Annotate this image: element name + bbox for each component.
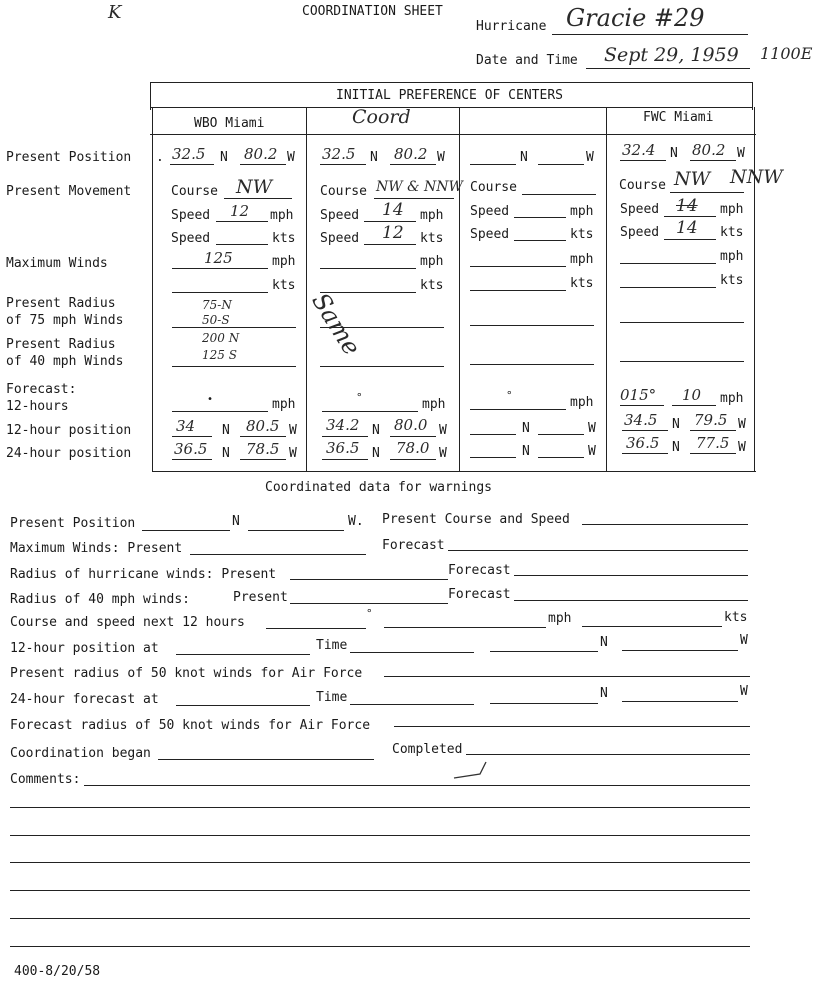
coord-speed-kts: 12: [382, 223, 404, 243]
fwc-maxwinds-kts: kts: [720, 273, 744, 288]
col-header-coord: Coord: [352, 106, 411, 128]
w-radius40-forecast-field[interactable]: [514, 600, 748, 601]
c3-maxwinds-kts-line: [470, 290, 566, 291]
fwc-course: NW: [674, 168, 711, 190]
coord-lon: 80.2: [394, 145, 428, 163]
col-divider-3: [606, 107, 607, 472]
c3-mph: mph: [570, 204, 594, 219]
wbo-mph: mph: [270, 208, 294, 223]
w-comments-line-4[interactable]: [10, 862, 750, 863]
c3-maxwinds-kts: kts: [570, 276, 594, 291]
c3-fc-line: [470, 409, 566, 410]
w-comments-line-2[interactable]: [10, 807, 750, 808]
w-pos12-time-label: Time: [316, 638, 348, 653]
wbo-n: N: [220, 150, 228, 165]
coord-speed-line: [364, 221, 416, 222]
w-max-winds-forecast-field[interactable]: [448, 550, 748, 551]
c3-speed-line: [514, 217, 566, 218]
wbo-pos24-n: N: [222, 446, 230, 461]
fwc-speed-kts-line: [664, 239, 716, 240]
fwc-radius40-line: [620, 361, 744, 362]
coord-radius75-line: [320, 327, 444, 328]
w-fc24-time-field[interactable]: [350, 704, 474, 705]
c3-maxwinds-line: [470, 266, 566, 267]
wbo-speed-line: [216, 221, 268, 222]
coord-course-label: Course: [320, 184, 367, 199]
col-header-wbo: WBO Miami: [194, 116, 265, 131]
coord-fc-deg: °: [356, 391, 363, 404]
hurricane-line: [552, 34, 748, 35]
w-present-n: N: [232, 514, 240, 529]
w-radius50-af-label: Present radius of 50 knot winds for Air Force: [10, 666, 363, 681]
pen-stroke-mark: [450, 756, 490, 782]
w-pos12-w: W: [740, 633, 748, 648]
col-header-fwc: FWC Miami: [643, 110, 714, 125]
c3-pos12-lat-line: [470, 434, 516, 435]
wbo-radius40-a: 200 N: [202, 331, 240, 345]
warnings-title: Coordinated data for warnings: [265, 480, 492, 495]
fwc-maxwinds-line: [620, 263, 716, 264]
wbo-speed-kts-label: Speed: [171, 231, 211, 246]
fwc-pos12-lat-line: [622, 430, 668, 431]
label-present-movement: Present Movement: [6, 184, 132, 199]
fwc-course-extra: NNW: [730, 166, 783, 188]
w-course-speed-12-label: Course and speed next 12 hours: [10, 615, 245, 630]
coord-pos24-w: W: [439, 446, 447, 461]
wbo-pos12-lon: 80.5: [246, 417, 280, 435]
wbo-maxwinds: 125: [204, 249, 233, 267]
coord-pos24-lat: 36.5: [326, 439, 360, 457]
c3-speed-kts-line: [514, 240, 566, 241]
wbo-pos12-lat-line: [172, 436, 212, 437]
fwc-pos12-lon-line: [690, 430, 736, 431]
c3-pos24-n: N: [522, 444, 530, 459]
table-bottom-border: [152, 471, 756, 472]
fwc-speed-label: Speed: [620, 202, 660, 217]
fwc-speed-kts: 14: [676, 218, 698, 238]
w-radius40-present-label: Present: [233, 590, 288, 605]
corner-mark: K: [108, 2, 122, 23]
coord-pos24-n: N: [372, 446, 380, 461]
fwc-lat: 32.4: [622, 141, 656, 159]
fwc-pos12-w: W: [738, 417, 746, 432]
w-course-12-field[interactable]: [266, 628, 366, 629]
coord-pos12-lat-line: [322, 436, 368, 437]
fwc-pos12-n: N: [672, 417, 680, 432]
fwc-pos24-w: W: [738, 440, 746, 455]
w-completed-field[interactable]: [466, 754, 750, 755]
fwc-speed-kts-label: Speed: [620, 225, 660, 240]
coord-lat-line: [320, 164, 366, 165]
w-radius40-forecast-label: Forecast: [448, 587, 511, 602]
w-comments-line-6[interactable]: [10, 918, 750, 919]
fwc-speed-line: [664, 216, 716, 217]
table-right-border-top: [752, 82, 753, 110]
w-present-position-label: Present Position: [10, 516, 136, 531]
w-pos12-time-field[interactable]: [350, 652, 474, 653]
w-pos12-n: N: [600, 635, 608, 650]
coord-pos12-lat: 34.2: [326, 416, 360, 434]
wbo-speed-mph: 12: [230, 202, 250, 220]
w-radius40-label: Radius of 40 mph winds:: [10, 592, 191, 607]
coord-speed-kts-label: Speed: [320, 231, 360, 246]
fwc-w: W: [737, 146, 745, 161]
w-radius-hurricane-present-field[interactable]: [290, 579, 448, 580]
wbo-maxwinds-line: [172, 268, 268, 269]
coord-pos12-lon-line: [390, 436, 436, 437]
coord-speed-label: Speed: [320, 208, 360, 223]
w-fc24-at-field[interactable]: [176, 705, 310, 706]
wbo-pos24-lon-line: [240, 459, 286, 460]
date-value: Sept 29, 1959: [604, 44, 739, 66]
wbo-pos12-w: W: [289, 423, 297, 438]
coord-w: W: [437, 150, 445, 165]
w-speed-12-mph: mph: [548, 611, 572, 626]
coord-maxwinds-kts: kts: [420, 278, 444, 293]
fwc-mph: mph: [720, 202, 744, 217]
col-divider-1: [306, 107, 307, 472]
coord-mph: mph: [420, 208, 444, 223]
wbo-lon-line: [240, 164, 286, 165]
w-fc24-w: W: [740, 684, 748, 699]
w-fc24-n: N: [600, 686, 608, 701]
fwc-pos24-lon-line: [690, 453, 736, 454]
datetime-line: [586, 68, 750, 69]
fwc-fc-course: 015°: [620, 386, 657, 404]
w-max-winds-present-field[interactable]: [190, 554, 366, 555]
label-24hr-position: 24-hour position: [6, 446, 132, 461]
w-pos12-lat-field[interactable]: [490, 651, 598, 652]
wbo-course: NW: [236, 176, 273, 198]
fwc-course-label: Course: [619, 178, 666, 193]
c3-w: W: [586, 150, 594, 165]
w-comments-line-5[interactable]: [10, 890, 750, 891]
w-fc24-label: 24-hour forecast at: [10, 692, 159, 707]
form-number: 400-8/20/58: [14, 964, 101, 979]
coord-pos24-lon-line: [390, 459, 436, 460]
w-fc-radius50-af-field[interactable]: [394, 726, 750, 727]
fwc-lon-line: [690, 160, 736, 161]
label-radius75-2: of 75 mph Winds: [6, 313, 124, 328]
c3-speed-kts-label: Speed: [470, 227, 510, 242]
table-top-border: [150, 82, 752, 83]
wbo-pos24-lat-line: [172, 459, 212, 460]
w-comments-label: Comments:: [10, 772, 81, 787]
coord-lat: 32.5: [322, 145, 356, 163]
wbo-radius75-b: 50-S: [202, 313, 230, 327]
wbo-maxwinds-kts-line: [172, 292, 268, 293]
wbo-fc-mph: mph: [272, 397, 296, 412]
table-title: INITIAL PREFERENCE OF CENTERS: [336, 88, 563, 103]
coord-pos24-lat-line: [322, 459, 368, 460]
fwc-course-line: [670, 192, 744, 193]
time-value: 1100E: [760, 44, 813, 63]
fwc-fc-speed-line: [672, 405, 716, 406]
w-present-w: W.: [348, 514, 364, 529]
w-fc24-lat-field[interactable]: [490, 703, 598, 704]
fwc-pos24-n: N: [672, 440, 680, 455]
label-forecast-2: 12-hours: [6, 399, 69, 414]
wbo-lat: 32.5: [172, 145, 206, 163]
fwc-maxwinds-mph: mph: [720, 249, 744, 264]
fwc-pos24-lon: 77.5: [696, 434, 730, 452]
w-comments-line-1[interactable]: [84, 785, 750, 786]
coord-fc-line: [322, 411, 418, 412]
coord-kts: kts: [420, 231, 444, 246]
wbo-pos12-n: N: [222, 423, 230, 438]
wbo-pos24-lon: 78.5: [246, 440, 280, 458]
w-pos12-label: 12-hour position at: [10, 641, 159, 656]
w-max-winds-label: Maximum Winds: Present: [10, 541, 183, 556]
hurricane-name: Gracie #29: [566, 4, 705, 32]
w-speed-12-kts: kts: [724, 610, 748, 625]
c3-pos12-lon-line: [538, 434, 584, 435]
fwc-fc-course-line: [620, 405, 664, 406]
wbo-radius40-b: 125 S: [202, 348, 237, 362]
coord-speed-kts-line: [364, 244, 416, 245]
wbo-fc-line: [172, 411, 268, 412]
wbo-pos12-lon-line: [240, 436, 286, 437]
label-maximum-winds: Maximum Winds: [6, 256, 108, 271]
coord-pos12-w: W: [439, 423, 447, 438]
w-course-12-deg: °: [366, 607, 373, 620]
coord-maxwinds-mph: mph: [420, 254, 444, 269]
c3-pos12-n: N: [522, 421, 530, 436]
wbo-speed-kts-line: [216, 244, 268, 245]
w-comments-line-3[interactable]: [10, 835, 750, 836]
c3-course-label: Course: [470, 180, 517, 195]
wbo-w: W: [287, 150, 295, 165]
w-speed-12-mph-field[interactable]: [384, 627, 546, 628]
fwc-n: N: [670, 146, 678, 161]
coord-n: N: [370, 150, 378, 165]
w-radius-hurricane-forecast-label: Forecast: [448, 563, 511, 578]
w-coord-began-field[interactable]: [158, 759, 374, 760]
wbo-speed-label: Speed: [171, 208, 211, 223]
w-pos12-at-field[interactable]: [176, 654, 310, 655]
fwc-fc-speed: 10: [682, 386, 702, 404]
table-title-divider: [150, 107, 752, 108]
w-max-winds-forecast-label: Forecast: [382, 538, 445, 553]
w-course-speed-label: Present Course and Speed: [382, 512, 570, 527]
w-pos12-lon-field[interactable]: [622, 650, 738, 651]
w-radius40-present-field[interactable]: [290, 603, 448, 604]
w-fc24-time-label: Time: [316, 690, 348, 705]
label-radius40-2: of 40 mph Winds: [6, 354, 124, 369]
coord-fc-mph: mph: [422, 397, 446, 412]
wbo-pos12-lat: 34: [176, 417, 196, 435]
wbo-course-label: Course: [171, 184, 218, 199]
wbo-dot: .: [156, 150, 164, 165]
wbo-lat-line: [170, 164, 214, 165]
w-radius-hurricane-label: Radius of hurricane winds: Present: [10, 567, 277, 582]
wbo-pos24-lat: 36.5: [174, 440, 208, 458]
c3-fc-mph: mph: [570, 395, 594, 410]
wbo-kts: kts: [272, 231, 296, 246]
c3-pos24-lat-line: [470, 457, 516, 458]
w-present-lon-field[interactable]: [248, 530, 344, 531]
wbo-lon: 80.2: [244, 145, 278, 163]
coord-maxwinds-kts-line: [320, 292, 416, 293]
label-radius40-1: Present Radius: [6, 337, 116, 352]
coord-course: NW & NNW: [376, 179, 463, 195]
wbo-radius40-line: [172, 366, 296, 367]
fwc-pos24-lat: 36.5: [626, 434, 660, 452]
coord-lon-line: [390, 164, 436, 165]
wbo-radius75-a: 75-N: [202, 298, 232, 312]
w-fc-radius50-af-label: Forecast radius of 50 knot winds for Air Force: [10, 718, 371, 733]
wbo-maxwinds-kts: kts: [272, 278, 296, 293]
coord-pos24-lon: 78.0: [396, 439, 430, 457]
c3-fc-deg: °: [506, 389, 513, 402]
label-present-position: Present Position: [6, 150, 132, 165]
fwc-lon: 80.2: [692, 141, 726, 159]
fwc-fc-mph: mph: [720, 391, 744, 406]
wbo-fc-deg: •: [207, 394, 214, 405]
wbo-course-line: [224, 198, 292, 199]
datetime-label: Date and Time: [476, 53, 578, 68]
coord-maxwinds-line: [320, 268, 416, 269]
w-completed-label: Completed: [392, 742, 463, 757]
w-radius50-af-field[interactable]: [384, 676, 750, 677]
c3-course-line: [522, 194, 596, 195]
w-comments-line-7[interactable]: [10, 946, 750, 947]
c3-speed-label: Speed: [470, 204, 510, 219]
label-radius75-1: Present Radius: [6, 296, 116, 311]
coord-same-note: Same: [306, 288, 366, 361]
hurricane-label: Hurricane: [476, 19, 547, 34]
w-present-lat-field[interactable]: [142, 530, 230, 531]
table-left-border: [152, 107, 153, 472]
table-header-divider: [150, 134, 756, 135]
c3-radius40-line: [470, 364, 594, 365]
fwc-radius75-line: [620, 322, 744, 323]
c3-lon-line: [538, 164, 584, 165]
wbo-radius75-line: [172, 327, 296, 328]
c3-lat-line: [470, 164, 516, 165]
w-coord-began-label: Coordination began: [10, 746, 151, 761]
w-course-speed-field[interactable]: [582, 524, 748, 525]
coord-pos12-n: N: [372, 423, 380, 438]
c3-maxwinds-mph: mph: [570, 252, 594, 267]
fwc-speed-mph: 14: [676, 196, 698, 216]
w-fc24-lon-field[interactable]: [622, 701, 738, 702]
c3-n: N: [520, 150, 528, 165]
c3-kts: kts: [570, 227, 594, 242]
table-right-border: [754, 107, 755, 472]
table-left-border-top: [150, 82, 151, 110]
fwc-pos12-lat: 34.5: [624, 411, 658, 429]
coord-radius40-line: [320, 366, 444, 367]
fwc-pos12-lon: 79.5: [694, 411, 728, 429]
fwc-maxwinds-kts-line: [620, 287, 716, 288]
w-speed-12-kts-field[interactable]: [582, 626, 722, 627]
form-title: COORDINATION SHEET: [302, 4, 443, 19]
w-radius-hurricane-forecast-field[interactable]: [514, 575, 748, 576]
c3-radius75-line: [470, 325, 594, 326]
wbo-maxwinds-mph: mph: [272, 254, 296, 269]
fwc-pos24-lat-line: [622, 453, 668, 454]
col-divider-2: [459, 107, 460, 472]
coord-pos12-lon: 80.0: [394, 416, 428, 434]
c3-pos12-w: W: [588, 421, 596, 436]
coord-course-line: [374, 198, 454, 199]
label-forecast-1: Forecast:: [6, 382, 77, 397]
c3-pos24-w: W: [588, 444, 596, 459]
wbo-pos24-w: W: [289, 446, 297, 461]
coord-speed-mph: 14: [382, 200, 404, 220]
fwc-lat-line: [620, 160, 666, 161]
label-12hr-position: 12-hour position: [6, 423, 132, 438]
c3-pos24-lon-line: [538, 457, 584, 458]
fwc-kts: kts: [720, 225, 744, 240]
